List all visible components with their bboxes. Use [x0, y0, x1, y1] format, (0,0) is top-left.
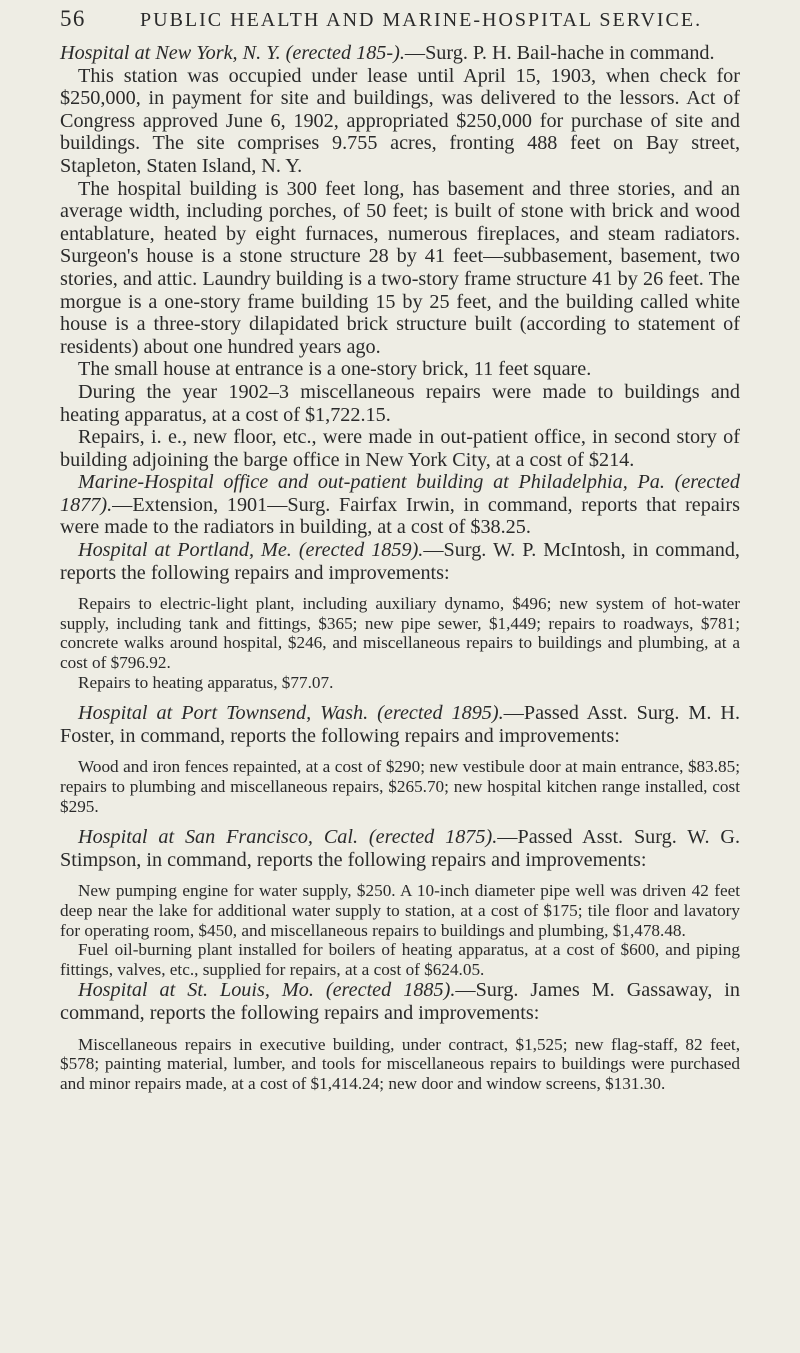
- paragraph-port-townsend-repairs: Wood and iron fences repainted, at a cost of $290; new vestibule door at main entrance, $83.85; repairs to plumbing and miscellaneous repairs, $265.70; new hospital kitchen range installed, cost $295.: [60, 757, 740, 816]
- paragraph-san-francisco-fuel: Fuel oil-burning plant installed for boilers of heating apparatus, at a cost of $600, and piping fittings, valves, etc., supplied for repairs, at a cost of $624.05.: [60, 940, 740, 979]
- paragraph-new-york-heading: Hospital at New York, N. Y. (erected 185-).—Surg. P. H. Bail-hache in command.: [60, 42, 715, 64]
- section-heading-new-york: Hospital at New York, N. Y. (erected 185-).: [60, 42, 405, 64]
- paragraph-san-francisco: Hospital at San Francisco, Cal. (erected 1875).—Passed Asst. Surg. W. G. Stimpson, in command, reports the following repairs and improvements:: [60, 826, 740, 871]
- paragraph-st-louis: Hospital at St. Louis, Mo. (erected 1885).—Surg. James M. Gassaway, in command, reports the following repairs and improvements:: [60, 979, 740, 1024]
- header-title: PUBLIC HEALTH AND MARINE-HOSPITAL SERVICE.: [140, 9, 703, 31]
- page-number: 56: [60, 6, 86, 31]
- paragraph-new-york-repairs-1902: During the year 1902–3 miscellaneous repairs were made to buildings and heating apparatus, at a cost of $1,722.15.: [60, 380, 740, 426]
- paragraph-philadelphia: Marine-Hospital office and out-patient building at Philadelphia, Pa. (erected 1877).—Extension, 1901—Surg. Fairfax Irwin, in command, reports that repairs were made to the radiators in building, at a cost of $38.25.: [60, 471, 740, 539]
- section-heading-st-louis: Hospital at St. Louis, Mo. (erected 1885).: [78, 979, 456, 1002]
- paragraph-new-york-outpatient: Repairs, i. e., new floor, etc., were made in out-patient office, in second story of building adjoining the barge office in New York City, at a cost of $214.: [60, 426, 740, 471]
- section-heading-portland: Hospital at Portland, Me. (erected 1859).: [78, 539, 424, 562]
- paragraph-portland-heating: Repairs to heating apparatus, $77.07.: [78, 672, 334, 692]
- paragraph-st-louis-repairs: Miscellaneous repairs in executive building, under contract, $1,525; new flag-staff, 82 feet, $578; painting material, lumber, and tools for miscellaneous repairs to buildings were purchased and minor repairs made, at a cost of $1,414.24; new door and window screens, $131.30.: [60, 1034, 740, 1093]
- paragraph-new-york-lease: This station was occupied under lease until April 15, 1903, when check for $250,000, in payment for site and buildings, was delivered to the lessors. Act of Congress approved June 6, 1902, appropriated $250,000 for purchase of site and buildings. The site comprises 9.755 acres, fronting 488 feet on Bay street, Stapleton, Staten Island, N. Y.: [60, 64, 740, 177]
- paragraph-portland: Hospital at Portland, Me. (erected 1859).—Surg. W. P. McIntosh, in command, reports the following repairs and improvements:: [60, 539, 740, 584]
- paragraph-san-francisco-repairs: New pumping engine for water supply, $250. A 10-inch diameter pipe well was driven 42 feet deep near the lake for additional water supply to station, at a cost of $175; tile floor and lavatory for operating room, $450, and miscellaneous repairs to buildings and plumbing, $1,478.48.: [60, 881, 740, 940]
- paragraph-new-york-small-house: The small house at entrance is a one-story brick, 11 feet square.: [78, 358, 592, 381]
- paragraph-new-york-buildings: The hospital building is 300 feet long, has basement and three stories, and an average width, including porches, of 50 feet; is built of stone with brick and wood entablature, heated by eight furnaces, numerous fireplaces, and steam radiators. Surgeon's house is a stone structure 28 by 41 feet—subbasement, basement, two stories, and attic. Laundry building is a two-story frame structure 41 by 26 feet. The morgue is a one-story frame building 15 by 25 feet, and the building called white house is a three-story dilapidated brick structure built (according to statement of residents) about one hundred years ago.: [60, 177, 740, 358]
- paragraph-portland-repairs: Repairs to electric-light plant, including auxiliary dynamo, $496; new system of hot-water supply, including tank and fittings, $365; new pipe sewer, $1,449; repairs to roadways, $781; concrete walks around hospital, $246, and miscellaneous repairs to buildings and plumbing, at a cost of $796.92.: [60, 594, 740, 673]
- running-head: [60, 6, 740, 32]
- section-heading-port-townsend: Hospital at Port Townsend, Wash. (erected 1895).: [78, 702, 504, 725]
- section-heading-san-francisco: Hospital at San Francisco, Cal. (erected 1875).: [78, 826, 498, 849]
- paragraph-port-townsend: Hospital at Port Townsend, Wash. (erected 1895).—Passed Asst. Surg. M. H. Foster, in command, reports the following repairs and improvements:: [60, 702, 741, 747]
- section-heading-philadelphia: Marine-Hospital office and out-patient building at Philadelphia, Pa. (erected 1877).: [60, 471, 740, 516]
